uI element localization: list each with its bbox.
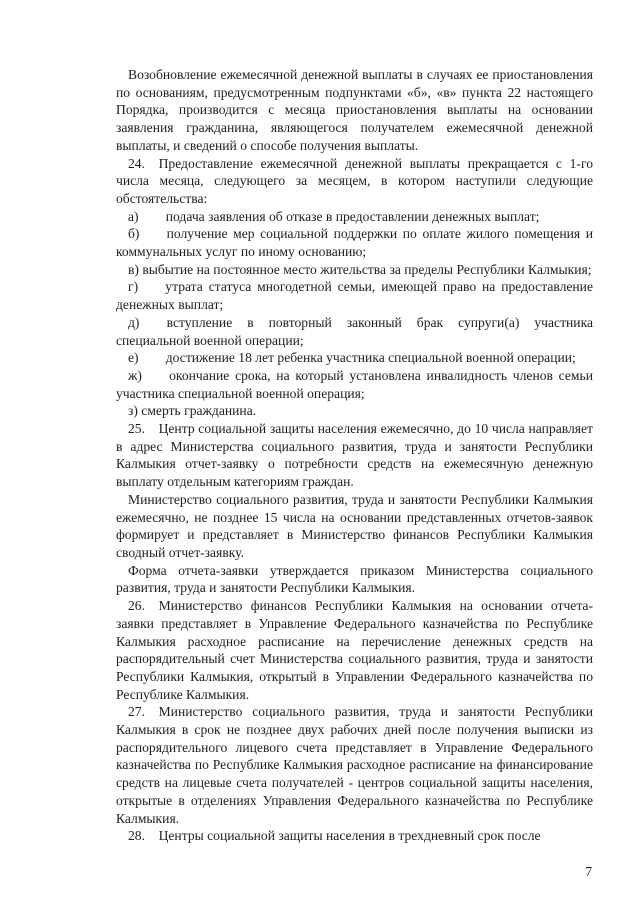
- paragraph-24: 24. Предоставление ежемесячной денежной выплаты прекращается с 1-го числа месяца, следующего за месяцем, в котором наступили следующие обстоятельства:: [116, 155, 593, 206]
- paragraph-25-ministry: Министерство социального развития, труда и занятости Республики Калмыкия ежемесячно, не позднее 15 числа на основании представленных отчетов-заявок формирует и представляет в Министерство финансов Республики Калмыкия сводный отчет-заявку.: [116, 491, 593, 560]
- paragraph-28: 28. Центры социальной защиты населения в трехдневный срок после: [128, 828, 541, 844]
- list-item-b: б) получение мер социальной поддержки по оплате жилого помещения и коммунальных услуг по иному основанию;: [116, 226, 593, 260]
- list-item-zh: ж) окончание срока, на который установлена инвалидность членов семьи участника специальной военной операция;: [116, 367, 593, 401]
- list-item-e: е) достижение 18 лет ребенка участника специальной военной операции;: [128, 350, 576, 366]
- list-item-z: з) смерть гражданина.: [128, 403, 257, 419]
- paragraph-25: 25. Центр социальной защиты населения ежемесячно, до 10 числа направляет в адрес Министерства социального развития, труда и занятости Республики Калмыкия отчет-заявку о потребности средств на ежемесячную денежную выплату отдельным категориям граждан.: [116, 421, 593, 490]
- list-item-v: в) выбытие на постоянное место жительства за пределы Республики Калмыкия;: [128, 261, 592, 277]
- paragraph-26: 26. Министерство финансов Республики Калмыкия на основании отчета-заявки представляет в Управление Федерального казначейства по Республике Калмыкия расходное расписание на перечисление денежных средств на распорядительный счет Министерства социального развития, труда и занятости Республики Калмыкия, открытый в Управлении Федерального казначейства по Республике Калмыкия.: [116, 598, 593, 702]
- paragraph-25-form: Форма отчета-заявки утверждается приказом Министерства социального развития, труда и занятости Республики Калмыкия.: [116, 562, 593, 596]
- list-item-d: д) вступление в повторный законный брак супруги(а) участника специальной военной операции;: [116, 314, 593, 348]
- paragraph-resumption: Возобновление ежемесячной денежной выплаты в случаях ее приостановления по основаниям, предусмотренным подпунктами «б», «в» пункта 22 настоящего Порядка, производится с месяца приостановления выплаты на основании заявления гражданина, являющегося получателем ежемесячной денежной выплаты, и сведений о способе получения выплаты.: [116, 67, 593, 153]
- list-item-g: г) утрата статуса многодетной семьи, имеющей право на предоставление денежных выплат;: [116, 279, 593, 313]
- paragraph-27: 27. Министерство социального развития, труда и занятости Республики Калмыкия в срок не позднее двух рабочих дней после получения выписки из распорядительного лицевого счета представляет в Управление Федерального казначейства по Республике Калмыкия расходное расписание на финансирование средств на лицевые счета получателей - центров социальной защиты населения, открытые в отделениях Управления Федерального казначейства по Республике Калмыкия.: [116, 704, 593, 826]
- page-number: 7: [585, 864, 592, 879]
- list-item-a: а) подача заявления об отказе в предоставлении денежных выплат;: [128, 208, 540, 224]
